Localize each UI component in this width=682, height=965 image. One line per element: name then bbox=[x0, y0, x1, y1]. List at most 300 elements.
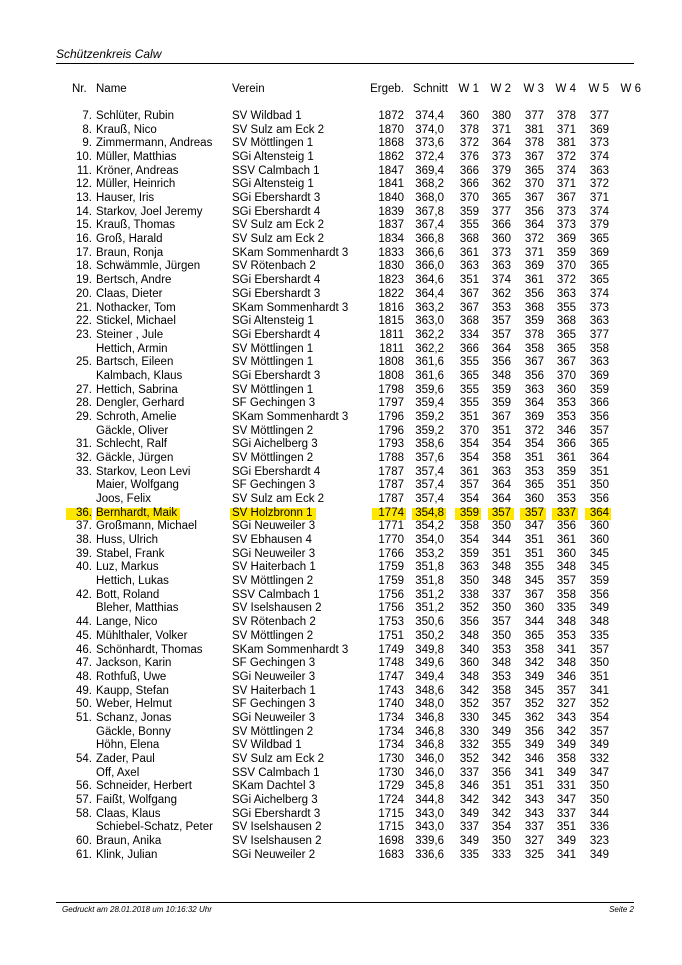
row-w1: 352 bbox=[459, 602, 479, 615]
row-w2: 380 bbox=[491, 110, 511, 122]
row-ergebnis: 1840 bbox=[378, 192, 404, 205]
row-ergebnis: 1808 bbox=[378, 369, 404, 382]
row-w1: 337 bbox=[459, 821, 479, 834]
row-w2: 350 bbox=[491, 520, 511, 533]
row-w4: 359 bbox=[556, 246, 576, 259]
row-nr: 32. bbox=[76, 452, 92, 464]
row-w2: 355 bbox=[491, 739, 511, 752]
row-nr: 21. bbox=[76, 301, 92, 314]
row-w5: 365 bbox=[589, 260, 609, 273]
row-w1: 355 bbox=[459, 356, 479, 369]
row-name: Braun, Anika bbox=[96, 835, 162, 848]
table-row bbox=[0, 835, 682, 849]
print-timestamp: Gedruckt am 28.01.2018 um 10:16:32 Uhr bbox=[62, 905, 212, 914]
row-w3: 346 bbox=[524, 752, 544, 765]
row-w5: 350 bbox=[589, 657, 609, 670]
row-name: Bott, Roland bbox=[96, 588, 160, 601]
row-nr: 7. bbox=[82, 110, 92, 122]
row-name: Joos, Felix bbox=[96, 493, 151, 506]
table-row bbox=[0, 302, 682, 316]
row-ergebnis: 1822 bbox=[378, 287, 404, 300]
row-w2: 342 bbox=[491, 794, 511, 806]
row-w1: 332 bbox=[459, 739, 479, 752]
row-w3: 356 bbox=[524, 205, 544, 218]
row-w4: 342 bbox=[556, 725, 576, 738]
row-w2: 351 bbox=[491, 424, 511, 437]
row-verein: SF Gechingen 3 bbox=[232, 657, 316, 670]
row-w2: 364 bbox=[491, 342, 511, 355]
table-row bbox=[0, 616, 682, 630]
row-w3: 360 bbox=[524, 602, 544, 615]
row-name: Kalmbach, Klaus bbox=[96, 369, 183, 382]
row-w4: 373 bbox=[556, 205, 576, 218]
table-row bbox=[0, 493, 682, 507]
row-nr: 48. bbox=[76, 670, 92, 683]
table-row bbox=[0, 712, 682, 726]
row-verein: SV Möttlingen 1 bbox=[232, 342, 314, 355]
row-name: Höhn, Elena bbox=[96, 739, 160, 752]
row-schnitt: 344,8 bbox=[415, 794, 444, 806]
row-w1: 360 bbox=[459, 657, 479, 670]
row-verein: SGi Neuweiler 3 bbox=[232, 520, 316, 533]
row-w5: 335 bbox=[589, 629, 609, 642]
row-w1: 354 bbox=[459, 534, 479, 547]
row-w1: 361 bbox=[459, 465, 479, 478]
row-w1: 342 bbox=[459, 684, 479, 697]
row-ergebnis: 1797 bbox=[378, 397, 404, 410]
table-row bbox=[0, 411, 682, 425]
row-w4: 341 bbox=[556, 643, 576, 656]
row-name: Schroth, Amelie bbox=[96, 410, 177, 423]
row-w2: 373 bbox=[491, 151, 511, 164]
row-w3: 337 bbox=[524, 821, 544, 834]
row-w2: 342 bbox=[491, 752, 511, 765]
row-w1: 356 bbox=[459, 616, 479, 629]
row-name: Starkov, Leon Levi bbox=[96, 465, 191, 478]
row-w3: 347 bbox=[524, 520, 544, 533]
row-w4: 368 bbox=[556, 315, 576, 328]
row-schnitt: 343,0 bbox=[415, 807, 444, 820]
row-w2: 360 bbox=[491, 233, 511, 246]
table-row bbox=[0, 767, 682, 781]
row-w2: 374 bbox=[491, 274, 511, 287]
row-verein: SGi Neuweiler 3 bbox=[232, 670, 316, 683]
row-w2: 353 bbox=[491, 670, 511, 683]
row-w5: 351 bbox=[589, 670, 609, 683]
row-w2: 358 bbox=[491, 452, 511, 464]
row-w4: 381 bbox=[556, 137, 576, 150]
row-name: Klink, Julian bbox=[96, 848, 158, 861]
table-row bbox=[0, 808, 682, 822]
row-w1: 355 bbox=[459, 397, 479, 410]
row-w2: 359 bbox=[491, 397, 511, 410]
row-name: Dengler, Gerhard bbox=[96, 397, 185, 410]
row-w1: 367 bbox=[459, 287, 479, 300]
table-row bbox=[0, 438, 682, 452]
row-ergebnis: 1872 bbox=[378, 110, 404, 122]
row-w1: 376 bbox=[459, 151, 479, 164]
row-name: Luz, Markus bbox=[96, 561, 159, 574]
row-schnitt: 368,0 bbox=[415, 192, 444, 205]
row-verein: SGi Ebershardt 3 bbox=[232, 287, 321, 300]
row-schnitt: 350,2 bbox=[415, 629, 444, 642]
row-w3: 354 bbox=[524, 438, 544, 451]
row-name: Weber, Helmut bbox=[96, 698, 172, 711]
row-nr: 46. bbox=[76, 643, 92, 656]
row-verein: SV Rötenbach 2 bbox=[232, 260, 316, 273]
row-schnitt: 350,6 bbox=[415, 616, 444, 629]
row-nr: 14. bbox=[76, 205, 92, 218]
row-ergebnis: 1823 bbox=[378, 274, 404, 287]
row-w1: 348 bbox=[459, 629, 479, 642]
row-ergebnis: 1748 bbox=[378, 657, 404, 670]
row-w3: 369 bbox=[524, 260, 544, 273]
col-w2: W 2 bbox=[490, 83, 511, 95]
row-verein: SSV Calmbach 1 bbox=[232, 588, 320, 601]
row-w3: 359 bbox=[524, 315, 544, 328]
row-verein: SV Möttlingen 1 bbox=[232, 356, 314, 369]
col-name: Name bbox=[96, 83, 127, 95]
row-w4: 358 bbox=[556, 752, 576, 765]
row-nr: 18. bbox=[76, 260, 92, 273]
row-w2: 371 bbox=[491, 123, 511, 136]
table-row bbox=[0, 288, 682, 302]
row-schnitt: 362,2 bbox=[415, 342, 444, 355]
row-nr: 33. bbox=[76, 465, 92, 478]
row-nr: 51. bbox=[76, 711, 92, 724]
row-verein: SV Möttlingen 1 bbox=[232, 383, 314, 396]
row-name: Bertsch, Andre bbox=[96, 274, 172, 287]
row-name: Zimmermann, Andreas bbox=[96, 137, 213, 150]
row-w5: 356 bbox=[589, 493, 609, 506]
row-schnitt: 359,6 bbox=[415, 383, 444, 396]
row-nr: 13. bbox=[76, 192, 92, 205]
table-row bbox=[0, 821, 682, 835]
row-w2: 356 bbox=[491, 766, 511, 779]
row-name: Nothacker, Tom bbox=[96, 301, 176, 314]
row-schnitt: 349,4 bbox=[415, 670, 444, 683]
row-verein: SGi Ebershardt 3 bbox=[232, 192, 321, 205]
row-w3: 358 bbox=[524, 342, 544, 355]
row-nr: 28. bbox=[76, 397, 92, 410]
row-w2: 363 bbox=[491, 465, 511, 478]
row-w3: 358 bbox=[524, 643, 544, 656]
row-w1: 335 bbox=[459, 848, 479, 861]
row-w2: 356 bbox=[491, 356, 511, 369]
row-verein: SV Iselshausen 2 bbox=[232, 821, 322, 834]
table-row bbox=[0, 657, 682, 671]
row-w2: 364 bbox=[491, 479, 511, 492]
row-nr: 31. bbox=[76, 438, 92, 451]
row-w3: 372 bbox=[524, 233, 544, 246]
row-verein: SGi Neuweiler 2 bbox=[232, 848, 316, 861]
table-row bbox=[0, 534, 682, 548]
table-row bbox=[0, 110, 682, 124]
row-w2: 357 bbox=[491, 506, 511, 519]
row-w4: 355 bbox=[556, 301, 576, 314]
row-verein: SGi Ebershardt 3 bbox=[232, 369, 321, 382]
row-schnitt: 357,4 bbox=[415, 493, 444, 506]
row-schnitt: 346,0 bbox=[415, 752, 444, 765]
row-w5: 363 bbox=[589, 315, 609, 328]
row-ergebnis: 1743 bbox=[378, 684, 404, 697]
row-w4: 357 bbox=[556, 575, 576, 588]
row-schnitt: 374,4 bbox=[415, 110, 444, 122]
row-verein: SKam Sommenhardt 3 bbox=[232, 643, 349, 656]
row-w1: 352 bbox=[459, 752, 479, 765]
row-w1: 350 bbox=[459, 575, 479, 588]
row-verein: SV Wildbad 1 bbox=[232, 110, 302, 122]
table-row bbox=[0, 192, 682, 206]
row-w4: 378 bbox=[556, 110, 576, 122]
row-w2: 365 bbox=[491, 192, 511, 205]
row-w1: 366 bbox=[459, 164, 479, 177]
row-ergebnis: 1862 bbox=[378, 151, 404, 164]
row-w2: 373 bbox=[491, 246, 511, 259]
row-w4: 370 bbox=[556, 369, 576, 382]
row-ergebnis: 1834 bbox=[378, 233, 404, 246]
row-ergebnis: 1734 bbox=[378, 739, 404, 752]
row-w2: 357 bbox=[491, 616, 511, 629]
row-name: Hettich, Lukas bbox=[96, 575, 169, 588]
row-verein: SV Möttlingen 2 bbox=[232, 725, 314, 738]
row-schnitt: 346,8 bbox=[415, 739, 444, 752]
row-w2: 366 bbox=[491, 219, 511, 232]
row-ergebnis: 1730 bbox=[378, 752, 404, 765]
row-schnitt: 372,4 bbox=[415, 151, 444, 164]
row-w5: 374 bbox=[589, 287, 609, 300]
row-ergebnis: 1808 bbox=[378, 356, 404, 369]
table-row bbox=[0, 329, 682, 343]
row-nr: 42. bbox=[76, 588, 92, 601]
row-w4: 349 bbox=[556, 835, 576, 848]
row-w5: 369 bbox=[589, 123, 609, 136]
row-w4: 347 bbox=[556, 794, 576, 806]
col-w4: W 4 bbox=[555, 83, 576, 95]
row-w3: 369 bbox=[524, 410, 544, 423]
row-name: Schanz, Jonas bbox=[96, 711, 172, 724]
row-ergebnis: 1747 bbox=[378, 670, 404, 683]
row-w2: 357 bbox=[491, 315, 511, 328]
row-w1: 366 bbox=[459, 178, 479, 191]
row-verein: SV Sulz am Eck 2 bbox=[232, 752, 325, 765]
row-w1: 372 bbox=[459, 137, 479, 150]
row-w4: 337 bbox=[556, 807, 576, 820]
row-w3: 351 bbox=[524, 780, 544, 793]
row-schnitt: 351,8 bbox=[415, 561, 444, 574]
row-w4: 372 bbox=[556, 151, 576, 164]
row-name: Hettich, Armin bbox=[96, 342, 168, 355]
row-w5: 349 bbox=[589, 739, 609, 752]
row-w5: 374 bbox=[589, 151, 609, 164]
row-w2: 362 bbox=[491, 287, 511, 300]
row-nr: 54. bbox=[76, 752, 92, 765]
row-w1: 348 bbox=[459, 670, 479, 683]
row-name: Gäckle, Jürgen bbox=[96, 452, 174, 464]
row-w5: 373 bbox=[589, 137, 609, 150]
row-ergebnis: 1796 bbox=[378, 410, 404, 423]
row-w1: 359 bbox=[459, 506, 479, 519]
row-name: Claas, Dieter bbox=[96, 287, 163, 300]
row-w2: 357 bbox=[491, 328, 511, 341]
row-w5: 356 bbox=[589, 410, 609, 423]
row-w1: 354 bbox=[459, 452, 479, 464]
row-ergebnis: 1841 bbox=[378, 178, 404, 191]
row-w2: 353 bbox=[491, 643, 511, 656]
row-ergebnis: 1740 bbox=[378, 698, 404, 711]
row-nr: 8. bbox=[82, 123, 92, 136]
row-w4: 374 bbox=[556, 164, 576, 177]
row-w3: 351 bbox=[524, 547, 544, 560]
row-name: Schwämmle, Jürgen bbox=[96, 260, 201, 273]
row-verein: SV Ebhausen 4 bbox=[232, 534, 312, 547]
row-w5: 356 bbox=[589, 588, 609, 601]
col-verein: Verein bbox=[232, 83, 265, 95]
row-w4: 371 bbox=[556, 178, 576, 191]
table-row bbox=[0, 575, 682, 589]
row-w5: 323 bbox=[589, 835, 609, 848]
row-w4: 349 bbox=[556, 766, 576, 779]
row-w3: 345 bbox=[524, 684, 544, 697]
table-row bbox=[0, 165, 682, 179]
row-ergebnis: 1787 bbox=[378, 493, 404, 506]
row-w3: 364 bbox=[524, 219, 544, 232]
row-w5: 363 bbox=[589, 164, 609, 177]
row-w4: 353 bbox=[556, 629, 576, 642]
row-w3: 351 bbox=[524, 534, 544, 547]
row-ergebnis: 1715 bbox=[378, 807, 404, 820]
row-nr: 10. bbox=[76, 151, 92, 164]
row-nr: 23. bbox=[76, 328, 92, 341]
table-row bbox=[0, 274, 682, 288]
row-w3: 371 bbox=[524, 246, 544, 259]
row-w1: 349 bbox=[459, 835, 479, 848]
row-name: Krauß, Thomas bbox=[96, 219, 176, 232]
row-schnitt: 359,2 bbox=[415, 424, 444, 437]
row-w4: 367 bbox=[556, 192, 576, 205]
table-row bbox=[0, 137, 682, 151]
row-name: Bartsch, Eileen bbox=[96, 356, 174, 369]
row-ergebnis: 1771 bbox=[378, 520, 404, 533]
row-w3: 342 bbox=[524, 657, 544, 670]
row-w3: 365 bbox=[524, 629, 544, 642]
row-w4: 367 bbox=[556, 356, 576, 369]
row-schnitt: 345,8 bbox=[415, 780, 444, 793]
table-row bbox=[0, 671, 682, 685]
row-w2: 377 bbox=[491, 205, 511, 218]
row-w2: 364 bbox=[491, 493, 511, 506]
row-w5: 352 bbox=[589, 698, 609, 711]
table-row bbox=[0, 343, 682, 357]
row-w4: 327 bbox=[556, 698, 576, 711]
table-row bbox=[0, 206, 682, 220]
row-w2: 367 bbox=[491, 410, 511, 423]
row-nr: 20. bbox=[76, 287, 92, 300]
row-w4: 361 bbox=[556, 534, 576, 547]
table-row bbox=[0, 548, 682, 562]
row-verein: SKam Sommenhardt 3 bbox=[232, 410, 349, 423]
row-nr: 37. bbox=[76, 520, 92, 533]
row-verein: SGi Altensteig 1 bbox=[232, 151, 314, 164]
row-w1: 338 bbox=[459, 588, 479, 601]
row-nr: 61. bbox=[76, 848, 92, 861]
row-w2: 362 bbox=[491, 178, 511, 191]
row-w4: 360 bbox=[556, 547, 576, 560]
table-row bbox=[0, 247, 682, 261]
row-w1: 365 bbox=[459, 369, 479, 382]
row-schnitt: 359,4 bbox=[415, 397, 444, 410]
page-title: Schützenkreis Calw bbox=[56, 47, 162, 61]
row-w1: 355 bbox=[459, 219, 479, 232]
row-schnitt: 366,0 bbox=[415, 260, 444, 273]
row-w3: 365 bbox=[524, 164, 544, 177]
row-ergebnis: 1753 bbox=[378, 616, 404, 629]
row-w4: 370 bbox=[556, 260, 576, 273]
row-w2: 379 bbox=[491, 164, 511, 177]
row-ergebnis: 1759 bbox=[378, 561, 404, 574]
row-nr: 49. bbox=[76, 684, 92, 697]
row-w4: 360 bbox=[556, 383, 576, 396]
row-verein: SF Gechingen 3 bbox=[232, 479, 316, 492]
row-w3: 367 bbox=[524, 151, 544, 164]
row-w4: 351 bbox=[556, 479, 576, 492]
row-schnitt: 353,2 bbox=[415, 547, 444, 560]
row-ergebnis: 1798 bbox=[378, 383, 404, 396]
row-ergebnis: 1729 bbox=[378, 780, 404, 793]
row-w3: 367 bbox=[524, 192, 544, 205]
row-w4: 357 bbox=[556, 684, 576, 697]
row-schnitt: 339,6 bbox=[415, 835, 444, 848]
row-w2: 348 bbox=[491, 561, 511, 574]
row-w4: 353 bbox=[556, 493, 576, 506]
row-schnitt: 358,6 bbox=[415, 438, 444, 451]
table-row bbox=[0, 739, 682, 753]
row-w1: 354 bbox=[459, 493, 479, 506]
row-schnitt: 367,4 bbox=[415, 219, 444, 232]
row-w2: 350 bbox=[491, 629, 511, 642]
row-schnitt: 349,8 bbox=[415, 643, 444, 656]
row-w5: 374 bbox=[589, 205, 609, 218]
row-w2: 350 bbox=[491, 835, 511, 848]
row-w1: 340 bbox=[459, 643, 479, 656]
row-w4: 337 bbox=[556, 506, 576, 519]
row-w5: 350 bbox=[589, 479, 609, 492]
row-name: Hettich, Sabrina bbox=[96, 383, 178, 396]
row-name: Krauß, Nico bbox=[96, 123, 157, 136]
row-w4: 348 bbox=[556, 657, 576, 670]
row-w2: 333 bbox=[491, 848, 511, 861]
row-w1: 363 bbox=[459, 260, 479, 273]
table-row bbox=[0, 630, 682, 644]
row-verein: SV Sulz am Eck 2 bbox=[232, 123, 325, 136]
row-w5: 377 bbox=[589, 110, 609, 122]
row-ergebnis: 1734 bbox=[378, 725, 404, 738]
row-w5: 347 bbox=[589, 766, 609, 779]
row-ergebnis: 1715 bbox=[378, 821, 404, 834]
row-w5: 357 bbox=[589, 725, 609, 738]
row-w5: 350 bbox=[589, 780, 609, 793]
row-w3: 364 bbox=[524, 397, 544, 410]
row-w5: 336 bbox=[589, 821, 609, 834]
row-w3: 365 bbox=[524, 479, 544, 492]
row-nr: 38. bbox=[76, 534, 92, 547]
row-nr: 22. bbox=[76, 315, 92, 328]
row-w1: 342 bbox=[459, 794, 479, 806]
row-w2: 357 bbox=[491, 698, 511, 711]
row-verein: SF Gechingen 3 bbox=[232, 397, 316, 410]
row-w5: 351 bbox=[589, 465, 609, 478]
row-w3: 367 bbox=[524, 588, 544, 601]
